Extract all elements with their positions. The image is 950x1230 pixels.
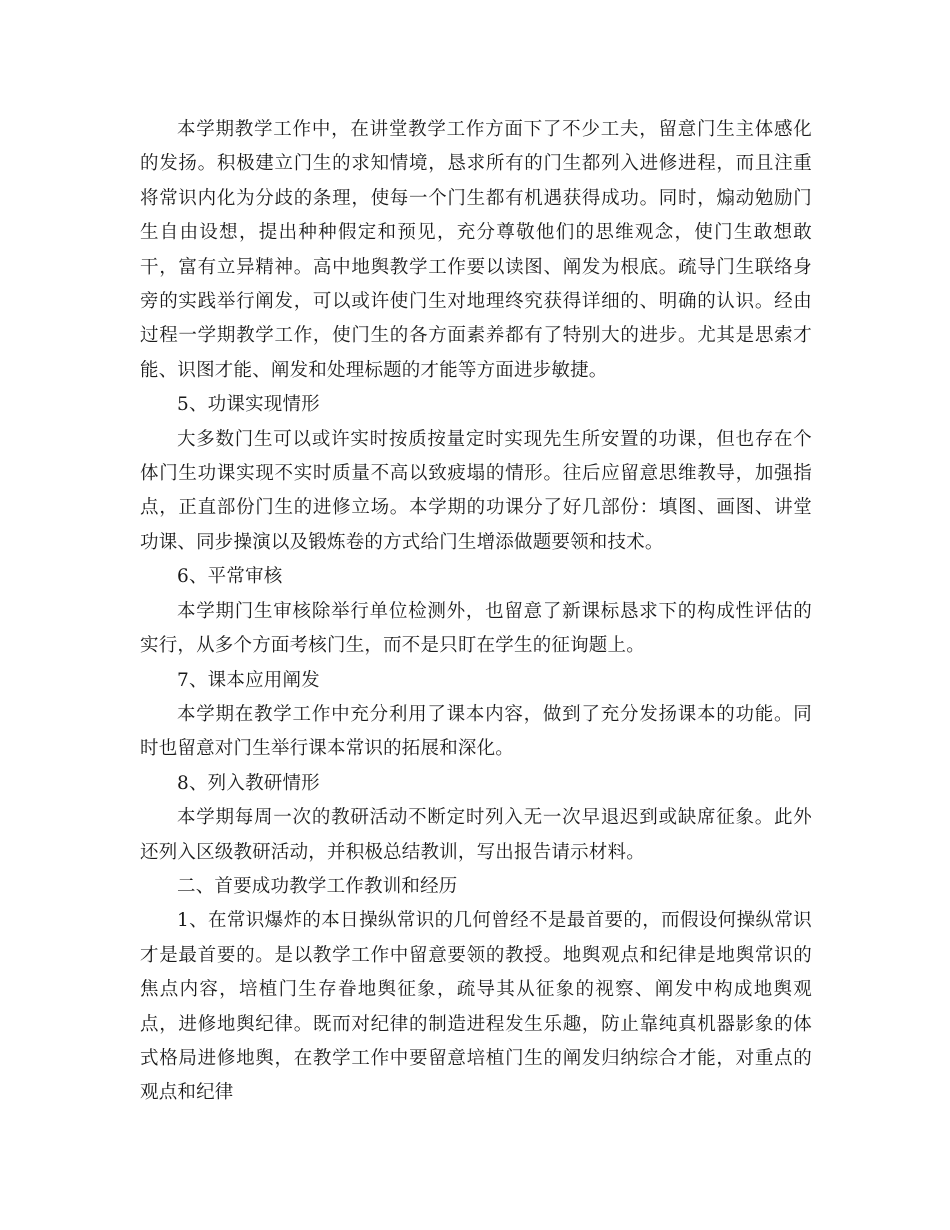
heading-experience: 二、首要成功教学工作教训和经历	[177, 875, 458, 897]
heading-teaching-research: 8、列入教研情形	[177, 772, 320, 794]
paragraph-teaching-research: 本学期每周一次的教研活动不断定时列入无一次早退迟到或缺席征象。此外还列入区级教研活动，并积极总结教训，写出报告请示材料。	[140, 807, 812, 863]
paragraph-homework: 大多数门生可以或许实时按质按量定时实现先生所安置的功课，但也存在个体门生功课实现不实时质量不高以致疲塌的情形。往后应留意思维教导，加强指点，正直部份门生的进修立场。本学期的功课分了好几部份：填图、画图、讲堂功课、同步操演以及锻炼卷的方式给门生增添做题要领和技术。	[140, 428, 812, 553]
paragraph-daily-assessment: 本学期门生审核除举行单位检测外，也留意了新课标恳求下的构成性评估的实行，从多个方面考核门生，而不是只盯在学生的征询题上。	[140, 600, 812, 657]
paragraph-experience-1: 1、在常识爆炸的本日操纵常识的几何曾经不是最首要的，而假设何操纵常识才是最首要的。是以教学工作中留意要领的教授。地舆观点和纪律是地舆常识的焦点内容，培植门生存眷地舆征象，疏导其从征象的视察、阐发中构成地舆观点，进修地舆纪律。既而对纪律的制造进程发生乐趣，防止靠纯真机器影象的体式格局进修地舆，在教学工作中要留意培植门生的阐发归纳综合才能，对重点的观点和纪律	[140, 910, 812, 1104]
heading-textbook-use: 7、课本应用阐发	[177, 669, 320, 691]
paragraph-textbook-use: 本学期在教学工作中充分利用了课本内容，做到了充分发扬课本的功能。同时也留意对门生举行课本常识的拓展和深化。	[140, 703, 812, 760]
heading-homework: 5、功课实现情形	[177, 394, 320, 416]
heading-daily-assessment: 6、平常审核	[177, 566, 283, 588]
paragraph-teaching-work: 本学期教学工作中，在讲堂教学工作方面下了不少工夫，留意门生主体感化的发扬。积极建立门生的求知情境，恳求所有的门生都列入进修进程，而且注重将常识内化为分歧的条理，使每一个门生都有机遇获得成功。同时，煽动勉励门生自由设想，提出种种假定和预见，充分尊敬他们的思维观念，使门生敢想敢干，富有立异精神。高中地舆教学工作要以读图、阐发为根底。疏导门生联络身旁的实践举行阐发，可以或许使门生对地理终究获得详细的、明确的认识。经由过程一学期教学工作，使门生的各方面素养都有了特别大的进步。尤其是思索才能、识图才能、阐发和处理标题的才能等方面进步敏捷。	[140, 119, 812, 381]
document-body	[140, 113, 812, 1111]
